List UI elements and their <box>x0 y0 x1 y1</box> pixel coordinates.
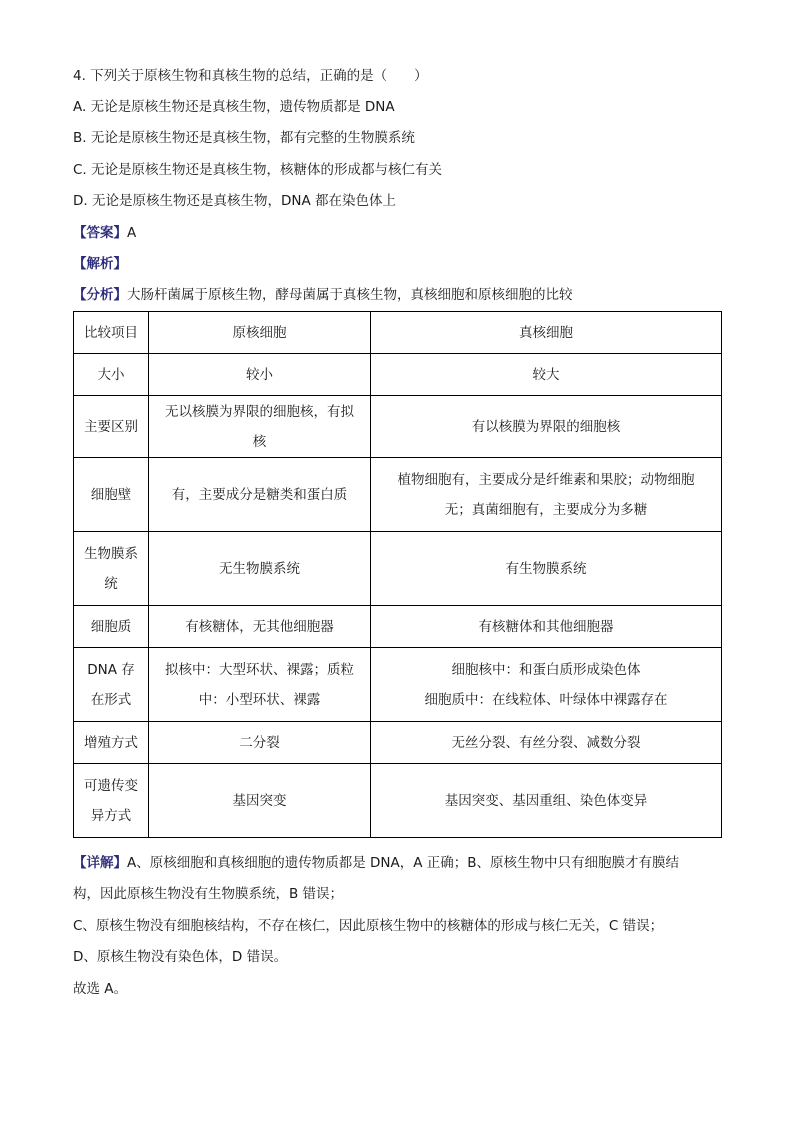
cell-item <box>74 722 149 764</box>
cell-eukaryote-line: 有生物膜系统 <box>505 560 587 577</box>
option-a: A. 无论是原核生物还是真核生物，遗传物质都是 DNA <box>73 99 395 115</box>
cell-eukaryote <box>371 606 722 648</box>
cell-eukaryote <box>371 722 722 764</box>
cell-prokaryote-line: 二分裂 <box>239 734 280 751</box>
detail-line-5: 故选 A。 <box>73 981 128 997</box>
table-row <box>74 722 722 764</box>
cell-eukaryote-line: 基因突变、基因重组、染色体变异 <box>444 792 648 809</box>
cell-item-line: 细胞壁 <box>90 486 132 503</box>
cell-prokaryote <box>149 648 371 722</box>
cell-item-line: 统 <box>104 575 118 592</box>
question-stem: 4. 下列关于原核生物和真核生物的总结，正确的是（ ） <box>73 68 428 84</box>
cell-item <box>74 532 149 606</box>
cell-eukaryote-line: 较大 <box>532 366 560 383</box>
header-prokaryote: 原核细胞 <box>149 312 371 354</box>
cell-item-line: 主要区别 <box>84 418 138 435</box>
cell-prokaryote-line: 中：小型环状、裸露 <box>198 691 321 708</box>
cell-prokaryote <box>149 722 371 764</box>
cell-eukaryote-line: 有以核膜为界限的细胞核 <box>471 418 621 435</box>
cell-eukaryote-line: 无；真菌细胞有，主要成分为多糖 <box>444 501 648 518</box>
cell-item <box>74 354 149 396</box>
cell-eukaryote <box>371 648 722 722</box>
cell-prokaryote-line: 无以核膜为界限的细胞核，有拟 <box>165 403 354 420</box>
cell-prokaryote <box>149 396 371 458</box>
table-row <box>74 764 722 838</box>
cell-eukaryote-line: 有核糖体和其他细胞器 <box>478 618 614 635</box>
comparison-table-body <box>74 312 722 838</box>
cell-prokaryote <box>149 606 371 648</box>
detail-text-1: A、原核细胞和真核细胞的遗传物质都是 DNA，A 正确；B、原核生物中只有细胞膜才有膜结 <box>127 855 680 871</box>
comparison-table <box>73 311 722 838</box>
table-row <box>74 354 722 396</box>
cell-prokaryote <box>149 532 371 606</box>
cell-prokaryote-line: 基因突变 <box>232 792 287 809</box>
cell-item <box>74 764 149 838</box>
cell-prokaryote <box>149 764 371 838</box>
cell-item <box>74 458 149 532</box>
cell-item-line: DNA 存 <box>87 661 135 678</box>
cell-eukaryote-line: 细胞质中：在线粒体、叶绿体中裸露存在 <box>424 691 668 708</box>
cell-eukaryote <box>371 354 722 396</box>
detail-line-2: 构，因此原核生物没有生物膜系统，B 错误； <box>73 886 344 902</box>
fenxi-text: 大肠杆菌属于原核生物，酵母菌属于真核生物，真核细胞和原核细胞的比较 <box>127 287 573 303</box>
cell-item <box>74 396 149 458</box>
cell-eukaryote <box>371 458 722 532</box>
answer-line <box>73 223 136 243</box>
cell-item-line: 在形式 <box>90 691 132 708</box>
fenxi-tag: 【分析】 <box>73 287 127 303</box>
cell-prokaryote-line: 核 <box>252 433 267 450</box>
cell-prokaryote <box>149 354 371 396</box>
cell-prokaryote-line: 无生物膜系统 <box>219 560 300 577</box>
answer-value: A <box>127 225 137 241</box>
detail-tag: 【详解】 <box>73 855 127 871</box>
cell-item-line: 生物膜系 <box>84 545 138 562</box>
header-eukaryote: 真核细胞 <box>371 312 722 354</box>
cell-eukaryote-line: 植物细胞有，主要成分是纤维素和果胶；动物细胞 <box>397 471 695 488</box>
cell-prokaryote-line: 较小 <box>246 366 273 383</box>
cell-prokaryote <box>149 458 371 532</box>
cell-eukaryote <box>371 764 722 838</box>
cell-item-line: 细胞质 <box>90 618 132 635</box>
cell-prokaryote-line: 有，主要成分是糖类和蛋白质 <box>171 486 348 503</box>
table-header-row <box>74 312 722 354</box>
cell-item <box>74 648 149 722</box>
table-row <box>74 648 722 722</box>
option-c: C. 无论是原核生物还是真核生物，核糖体的形成都与核仁有关 <box>73 162 443 178</box>
detail-line-3: C、原核生物没有细胞核结构，不存在核仁，因此原核生物中的核糖体的形成与核仁无关，C 错误； <box>73 918 664 934</box>
option-d: D. 无论是原核生物还是真核生物，DNA 都在染色体上 <box>73 193 396 209</box>
cell-prokaryote-line: 有核糖体，无其他细胞器 <box>185 618 334 635</box>
cell-item-line: 可遗传变 <box>84 777 138 794</box>
option-b: B. 无论是原核生物还是真核生物，都有完整的生物膜系统 <box>73 130 415 146</box>
cell-eukaryote <box>371 532 722 606</box>
cell-eukaryote-line: 无丝分裂、有丝分裂、减数分裂 <box>451 734 641 751</box>
cell-item-line: 大小 <box>97 366 125 383</box>
cell-eukaryote <box>371 396 722 458</box>
fenxi-line <box>73 285 573 305</box>
detail-line-1 <box>73 853 679 873</box>
cell-item-line: 增殖方式 <box>84 734 138 751</box>
table-row <box>74 458 722 532</box>
cell-prokaryote-line: 拟核中：大型环状、裸露；质粒 <box>165 661 354 678</box>
detail-line-4: D、原核生物没有染色体，D 错误。 <box>73 949 288 965</box>
table-row <box>74 532 722 606</box>
header-item: 比较项目 <box>74 312 149 354</box>
cell-eukaryote-line: 细胞核中：和蛋白质形成染色体 <box>451 661 641 678</box>
cell-item <box>74 606 149 648</box>
answer-tag: 【答案】 <box>73 225 127 241</box>
table-row <box>74 396 722 458</box>
cell-item-line: 异方式 <box>90 807 132 824</box>
analysis-tag-line <box>73 254 127 274</box>
table-row <box>74 606 722 648</box>
analysis-tag: 【解析】 <box>73 256 127 272</box>
